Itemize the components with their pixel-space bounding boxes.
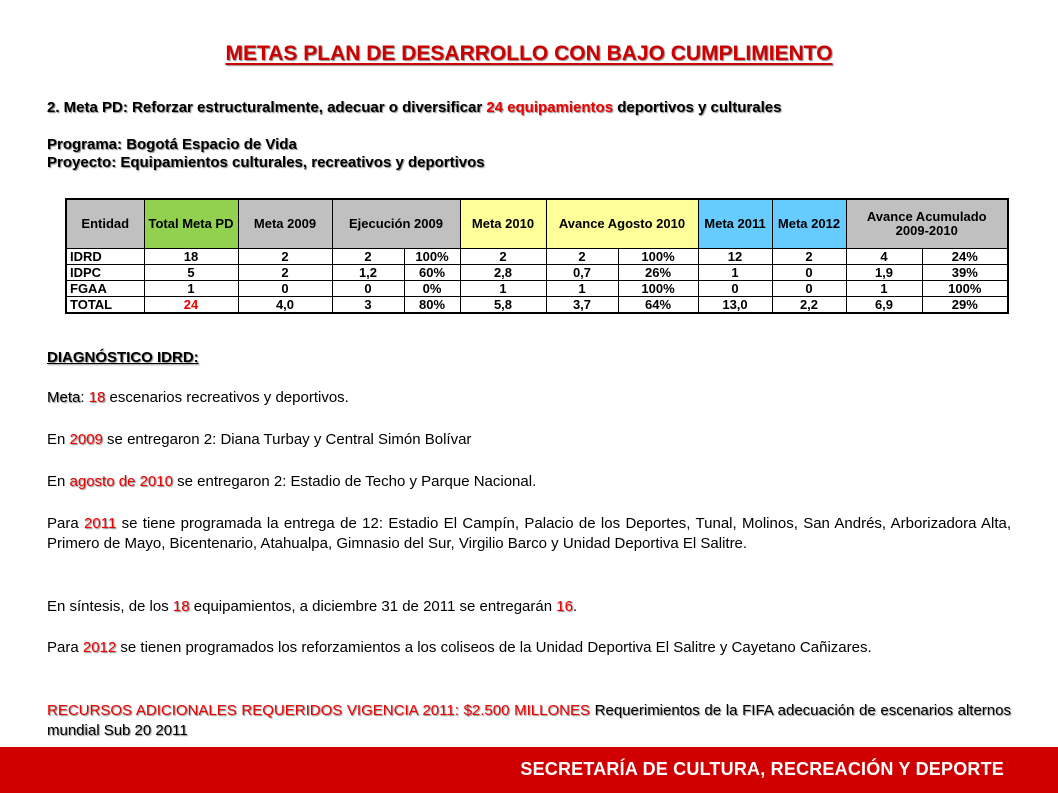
cell-entidad: IDPC xyxy=(66,265,144,281)
cell-meta-2012: 0 xyxy=(772,281,846,297)
cell-meta-2010: 2,8 xyxy=(460,265,546,281)
cell-ejecucion: 0 xyxy=(332,281,404,297)
p2012-text: se tienen programados los reforzamientos a los coliseos de la Unidad Deportiva El Salitre y Cayetano Cañizares. xyxy=(116,639,872,656)
cell-avance-pct: 26% xyxy=(618,265,698,281)
header-meta-2009: Meta 2009 xyxy=(238,199,332,249)
header-ejecucion-2009: Ejecución 2009 xyxy=(332,199,460,249)
cell-acumulado: 1 xyxy=(846,281,922,297)
cell-avance: 2 xyxy=(546,249,618,265)
cell-acumulado-pct: 24% xyxy=(922,249,1008,265)
cell-total: 24 xyxy=(144,297,238,314)
p2009-pre: En xyxy=(47,431,70,448)
table-header-row xyxy=(66,199,1008,249)
cell-total: 5 xyxy=(144,265,238,281)
cell-ejecucion: 2 xyxy=(332,249,404,265)
paragraph-2011 xyxy=(47,514,1011,554)
p2010-date: agosto de 2010 xyxy=(69,473,173,490)
p2010-text: se entregaron 2: Estadio de Techo y Parque Nacional. xyxy=(172,473,537,490)
cell-entidad: IDRD xyxy=(66,249,144,265)
p2010-pre: En xyxy=(47,473,70,490)
cell-acumulado-pct: 39% xyxy=(922,265,1008,281)
sintesis-mid: equipamientos, a diciembre 31 de 2011 se entregarán xyxy=(189,598,557,615)
table-row xyxy=(66,249,1008,265)
meta-pd-line xyxy=(47,99,781,116)
paragraph-2010 xyxy=(47,472,1011,492)
p2009-text: se entregaron 2: Diana Turbay y Central Simón Bolívar xyxy=(102,431,472,448)
paragraph-2009 xyxy=(47,430,1011,450)
p2011-year: 2011 xyxy=(84,515,117,532)
paragraph-sintesis xyxy=(47,597,1011,617)
cell-acumulado: 1,9 xyxy=(846,265,922,281)
cell-acumulado-pct: 100% xyxy=(922,281,1008,297)
cell-entidad: FGAA xyxy=(66,281,144,297)
footer-text: SECRETARÍA DE CULTURA, RECREACIÓN Y DEPORTE xyxy=(520,759,1004,779)
cell-avance-pct: 100% xyxy=(618,281,698,297)
cell-meta-2011: 1 xyxy=(698,265,772,281)
recursos-red: RECURSOS ADICIONALES REQUERIDOS VIGENCIA 2011: $2.500 MILLONES xyxy=(47,702,590,719)
meta-pd-prefix: 2. Meta PD: Reforzar estructuralmente, adecuar o diversificar xyxy=(47,99,487,116)
proyecto-line: Proyecto: Equipamientos culturales, recreativos y deportivos xyxy=(47,154,485,171)
cell-ejecucion: 3 xyxy=(332,297,404,314)
cell-meta-2010: 1 xyxy=(460,281,546,297)
meta-pd-suffix: deportivos y culturales xyxy=(613,99,782,116)
meta-text: escenarios recreativos y deportivos. xyxy=(105,389,349,406)
cell-total: 18 xyxy=(144,249,238,265)
sintesis-post: . xyxy=(572,598,578,615)
header-avance-agosto-2010: Avance Agosto 2010 xyxy=(546,199,698,249)
cell-meta-2010: 5,8 xyxy=(460,297,546,314)
cell-meta-2009: 2 xyxy=(238,265,332,281)
cell-meta-2012: 2,2 xyxy=(772,297,846,314)
diagnostico-heading: DIAGNÓSTICO IDRD: xyxy=(47,349,199,366)
cell-acumulado: 6,9 xyxy=(846,297,922,314)
header-meta-2012: Meta 2012 xyxy=(772,199,846,249)
cell-meta-2009: 2 xyxy=(238,249,332,265)
paragraph-recursos xyxy=(47,701,1011,741)
cell-entidad: TOTAL xyxy=(66,297,144,314)
meta-label: Meta xyxy=(47,389,81,406)
cell-ejecucion-pct: 60% xyxy=(404,265,460,281)
goals-table xyxy=(65,198,1009,314)
paragraph-2012 xyxy=(47,638,1011,658)
sintesis-pre: En síntesis, de los xyxy=(47,598,173,615)
sintesis-n1: 18 xyxy=(172,598,190,615)
meta-sep: : xyxy=(80,389,89,406)
p2012-year: 2012 xyxy=(82,639,117,656)
cell-avance: 0,7 xyxy=(546,265,618,281)
header-avance-acumulado: Avance Acumulado 2009-2010 xyxy=(846,199,1008,249)
meta-number: 18 xyxy=(88,389,106,406)
diagnostico-meta xyxy=(47,388,1011,408)
cell-meta-2011: 13,0 xyxy=(698,297,772,314)
table-row xyxy=(66,281,1008,297)
cell-meta-2010: 2 xyxy=(460,249,546,265)
programa-line: Programa: Bogotá Espacio de Vida xyxy=(47,136,297,153)
header-total-meta-pd: Total Meta PD xyxy=(144,199,238,249)
cell-meta-2012: 2 xyxy=(772,249,846,265)
cell-meta-2012: 0 xyxy=(772,265,846,281)
cell-meta-2009: 4,0 xyxy=(238,297,332,314)
cell-acumulado-pct: 29% xyxy=(922,297,1008,314)
meta-pd-highlight: 24 equipamientos xyxy=(486,99,614,116)
cell-avance: 1 xyxy=(546,281,618,297)
p2009-year: 2009 xyxy=(69,431,103,448)
recursos-text: Requerimientos de la FIFA adecuación de escenarios alternos mundial Sub 20 2011 xyxy=(47,702,1011,739)
cell-ejecucion-pct: 100% xyxy=(404,249,460,265)
cell-acumulado: 4 xyxy=(846,249,922,265)
cell-ejecucion-pct: 80% xyxy=(404,297,460,314)
header-entidad: Entidad xyxy=(66,199,144,249)
cell-avance-pct: 64% xyxy=(618,297,698,314)
p2011-text: se tiene programada la entrega de 12: Estadio El Campín, Palacio de los Deportes, Tunal, Molinos, San Andrés, Arborizadora Alta, Primero de Mayo, Bicentenario, Atahualpa, Gimnasio del Sur, Virgilio Barco y Unidad Deportiva El Salitre. xyxy=(47,515,1012,552)
cell-avance-pct: 100% xyxy=(618,249,698,265)
header-meta-2011: Meta 2011 xyxy=(698,199,772,249)
footer-bar xyxy=(0,747,1058,793)
table-total-row xyxy=(66,297,1008,314)
cell-meta-2011: 12 xyxy=(698,249,772,265)
cell-total: 1 xyxy=(144,281,238,297)
cell-avance: 3,7 xyxy=(546,297,618,314)
cell-ejecucion: 1,2 xyxy=(332,265,404,281)
cell-ejecucion-pct: 0% xyxy=(404,281,460,297)
p2011-pre: Para xyxy=(47,515,85,532)
cell-meta-2009: 0 xyxy=(238,281,332,297)
cell-meta-2011: 0 xyxy=(698,281,772,297)
p2012-pre: Para xyxy=(47,639,83,656)
page-title: METAS PLAN DE DESARROLLO CON BAJO CUMPLIMIENTO xyxy=(225,42,833,65)
header-meta-2010: Meta 2010 xyxy=(460,199,546,249)
sintesis-n2: 16 xyxy=(556,598,573,615)
table-row xyxy=(66,265,1008,281)
